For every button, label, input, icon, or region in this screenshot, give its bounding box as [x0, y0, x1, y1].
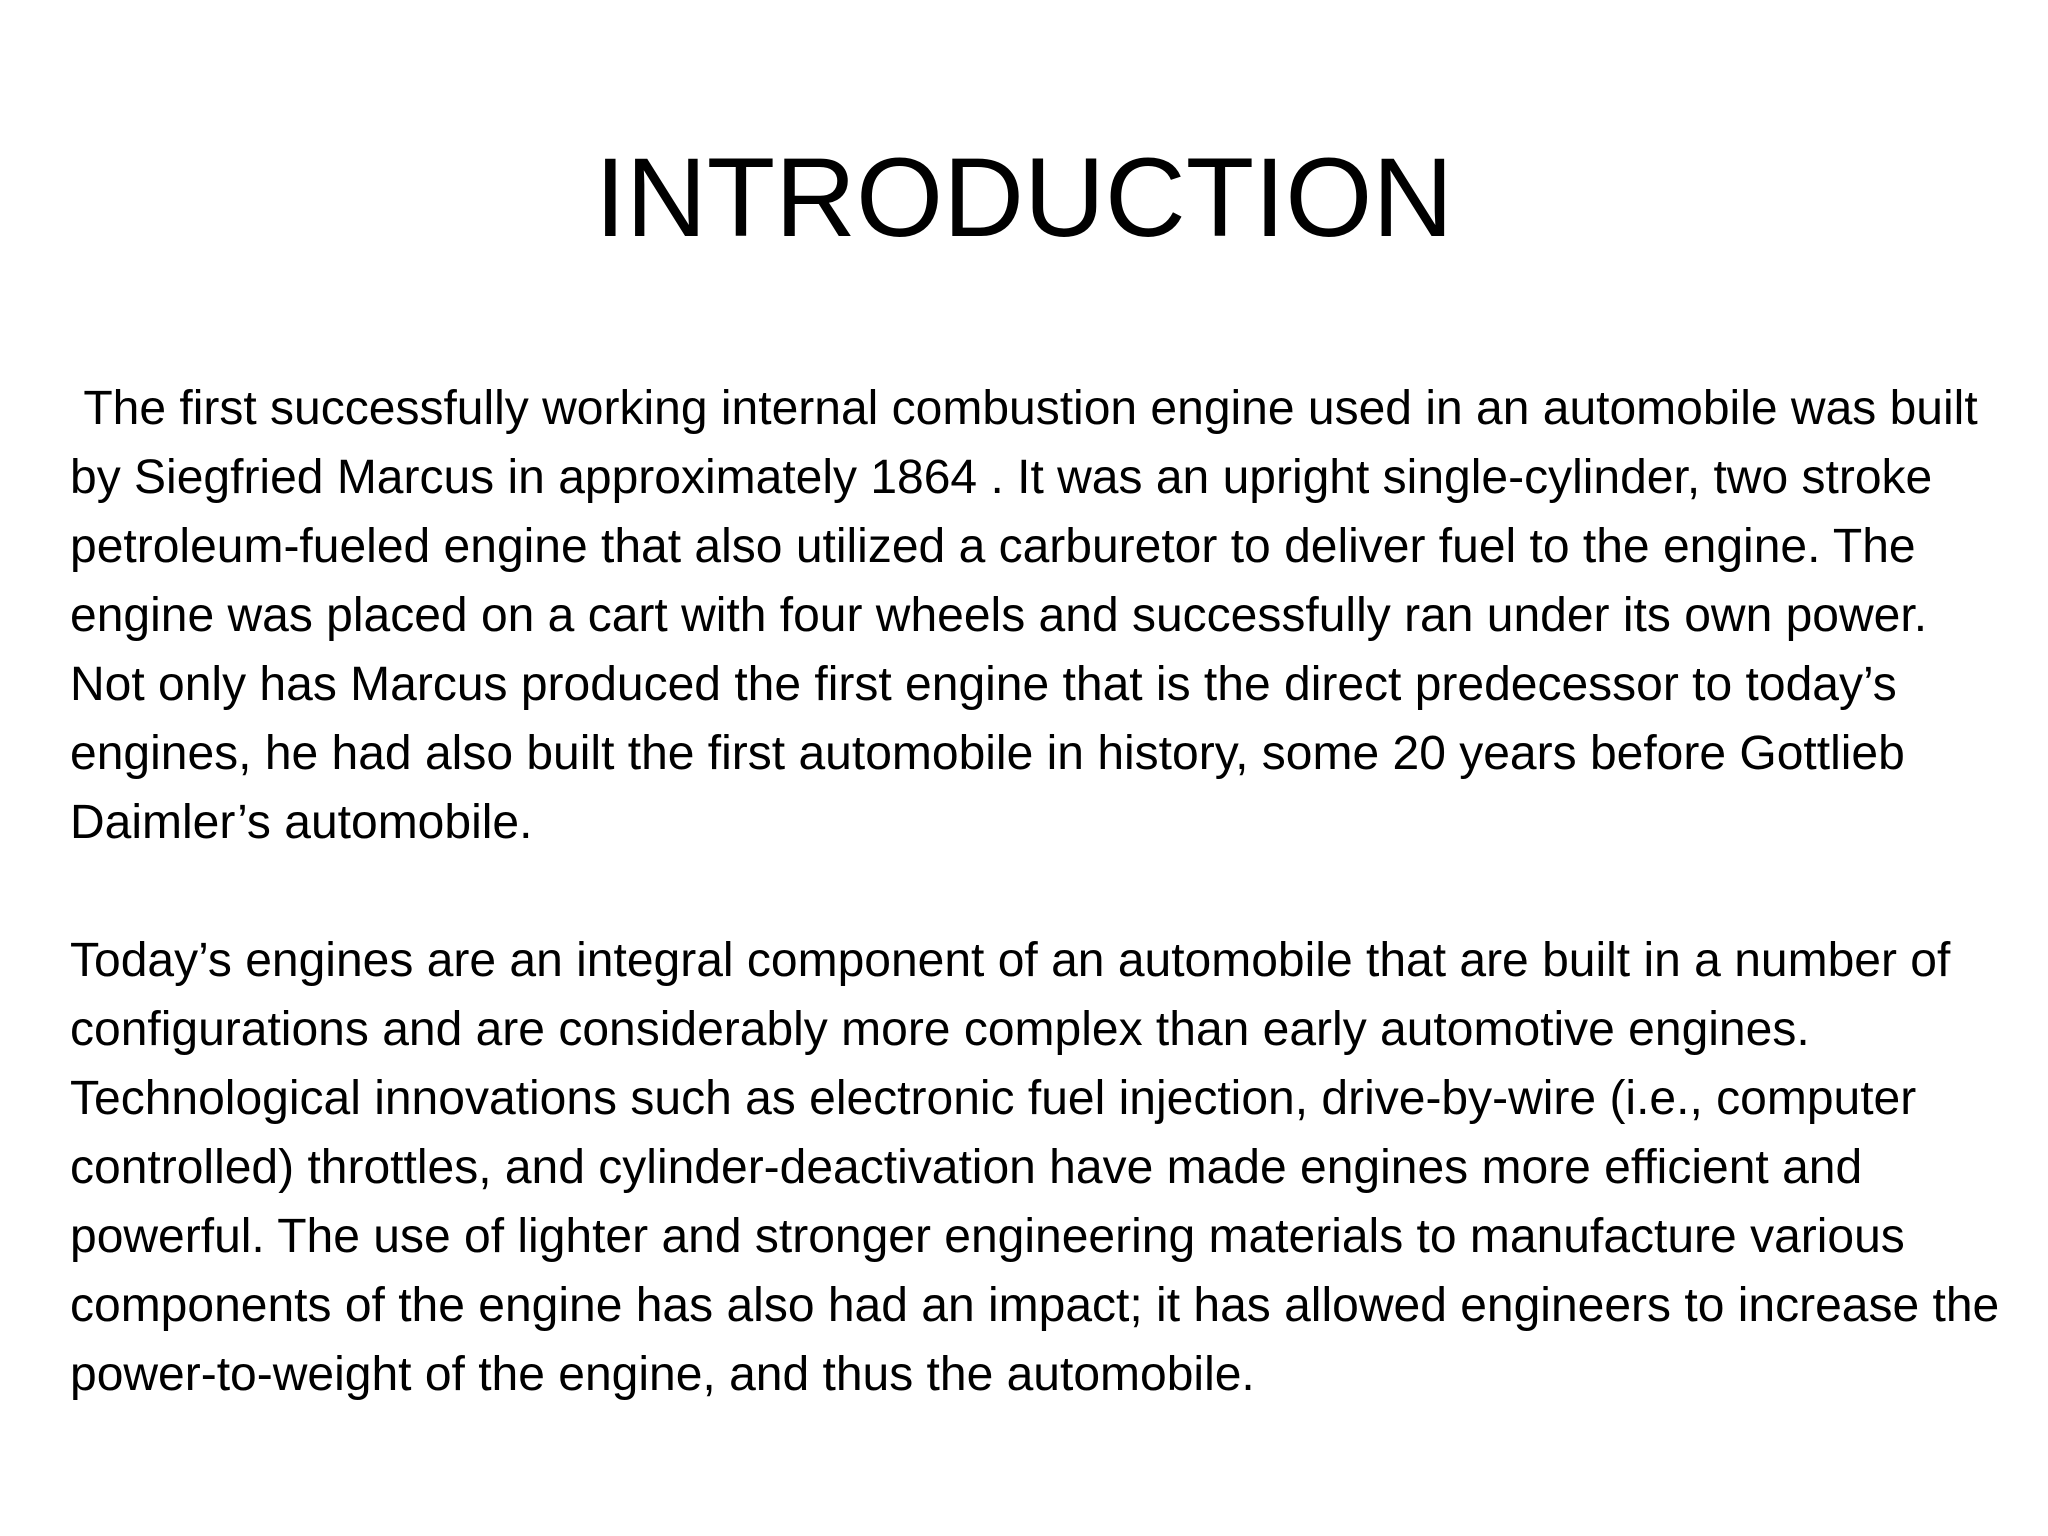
paragraph-modern-engines: Today’s engines are an integral component of an automobile that are built in a number of configurations and are considerably more complex than early automotive engines. Technological innovations such as electronic fuel injection, drive-by-wire (i.e., computer controlled) throttles, and cylinder-deactivation have made engines more efficient and powerful. The use of lighter and stronger engineering materials to manufacture various components of the engine has also had an impact; it has allowed engineers to increase the power-to-weight of the engine, and thus the automobile.: [70, 934, 2013, 1401]
paragraph-history: The first successfully working internal combustion engine used in an automobile was built by Siegfried Marcus in approximately 1864 . It was an upright single-cylinder, two stroke petroleum-fueled engine that also utilized a carburetor to deliver fuel to the engine. The engine was placed on a cart with four wheels and successfully ran under its own power. Not only has Marcus produced the first engine that is the direct predecessor to today’s engines, he had also built the first automobile in history, some 20 years before Gottlieb Daimler’s automobile.: [70, 382, 1991, 849]
slide-body: [70, 374, 2013, 1409]
slide-title: INTRODUCTION: [594, 135, 1454, 260]
